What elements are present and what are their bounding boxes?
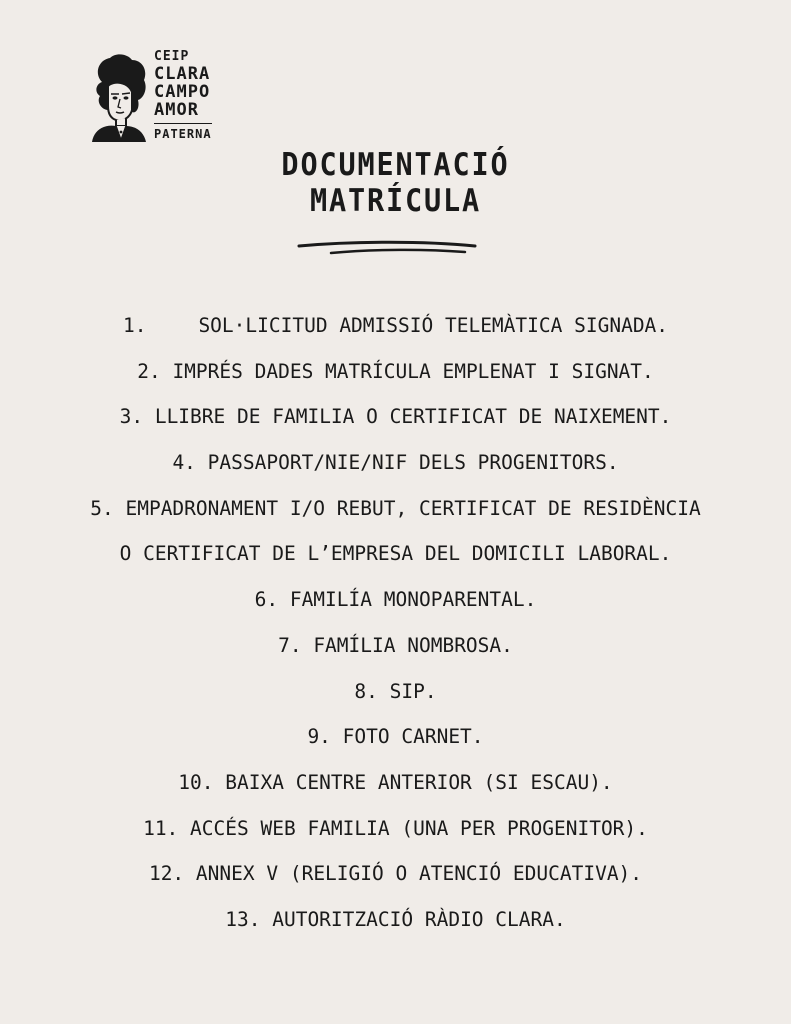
list-item [0,303,791,349]
list-item: 10. BAIXA CENTRE ANTERIOR (SI ESCAU). [178,770,613,794]
list-item: 5. EMPADRONAMENT I/O REBUT, CERTIFICAT DE RESIDÈNCIA [90,496,701,520]
list-item: 6. FAMILÍA MONOPARENTAL. [254,588,537,612]
portrait-illustration-icon [88,52,152,144]
list-item-text: SOL·LICITUD ADMISSIÓ TELEMÀTICA SIGNADA. [198,314,669,337]
title-line-2: MATRÍCULA [309,183,482,219]
list-item: 9. FOTO CARNET. [307,725,484,749]
school-logo [88,50,233,146]
list-item: 12. ANNEX V (RELIGIÓ O ATENCIÓ EDUCATIVA). [148,862,643,886]
page-title [32,147,760,219]
list-item: O CERTIFICAT DE L’EMPRESA DEL DOMICILI LABORAL. [119,542,672,566]
logo-line-amor: AMOR [154,100,199,120]
list-item: 4. PASSAPORT/NIE/NIF DELS PROGENITORS. [172,451,619,475]
list-item: 11. ACCÉS WEB FAMILIA (UNA PER PROGENITOR). [143,816,648,840]
logo-line-campo: CAMPO [154,82,211,102]
title-line-1: DOCUMENTACIÓ [281,147,510,183]
list-item: 8. SIP. [354,679,437,703]
list-item: 7. FAMÍLIA NOMBROSA. [278,633,513,657]
logo-line-clara: CLARA [154,64,211,84]
documents-list [0,303,791,943]
decorative-underline [295,238,480,258]
list-item-number: 1. [122,314,147,337]
list-item: 13. AUTORITZACIÓ RÀDIO CLARA. [225,907,566,931]
logo-text [154,50,212,142]
logo-line-ceip: CEIP [154,49,190,64]
logo-line-paterna: PATERNA [154,123,212,142]
list-item: 2. IMPRÉS DADES MATRÍCULA EMPLENAT I SIGNAT. [137,359,654,383]
list-item: 3. LLIBRE DE FAMILIA O CERTIFICAT DE NAIXEMENT. [119,405,672,429]
